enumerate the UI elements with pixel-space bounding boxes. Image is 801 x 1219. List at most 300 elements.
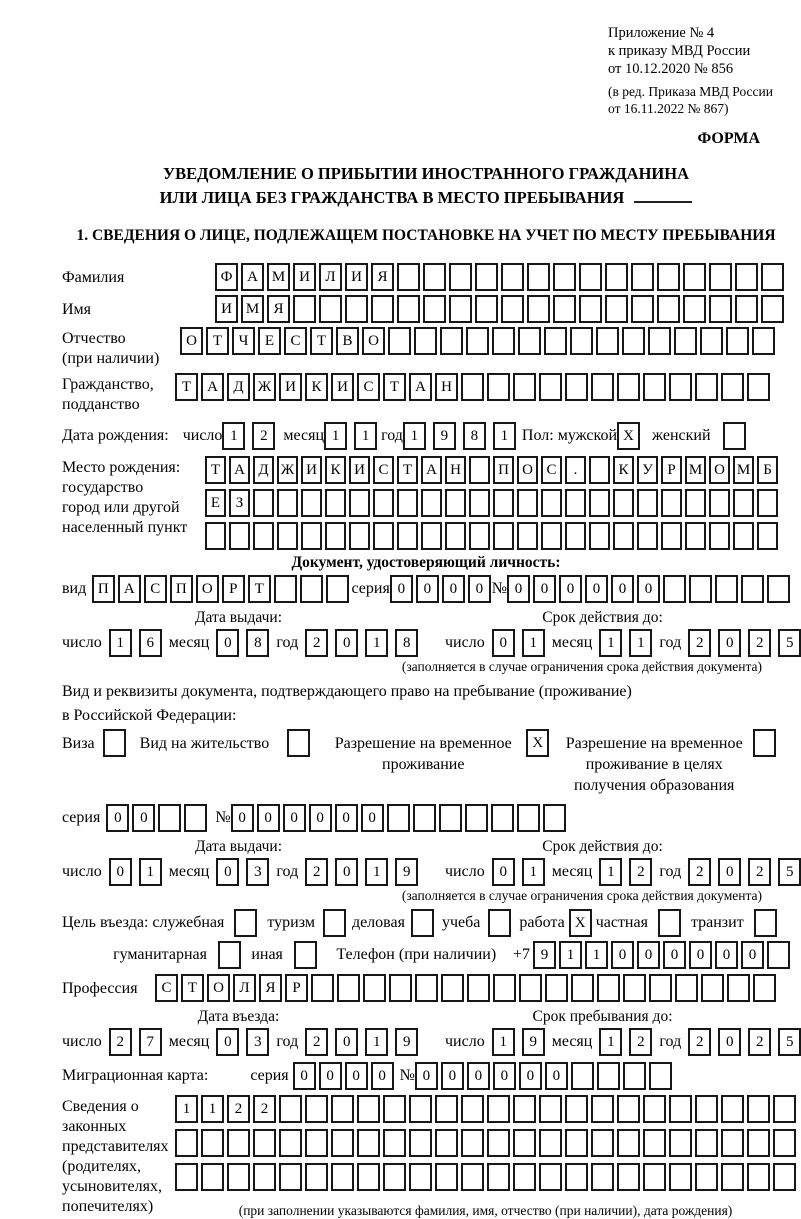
char-box[interactable] (475, 295, 498, 323)
char-box[interactable]: М (685, 456, 706, 484)
identity-valid-year[interactable] (688, 629, 801, 657)
char-box[interactable] (767, 941, 790, 969)
char-box[interactable]: 9 (533, 941, 556, 969)
char-box[interactable] (727, 974, 750, 1002)
char-box[interactable] (605, 263, 628, 291)
purpose-work-checkbox[interactable] (569, 909, 592, 937)
char-box[interactable]: 0 (467, 1062, 490, 1090)
char-box[interactable] (695, 1129, 718, 1157)
char-box[interactable] (305, 1095, 328, 1123)
char-box[interactable]: И (301, 456, 322, 484)
char-box[interactable] (643, 1163, 666, 1191)
char-box[interactable] (553, 263, 576, 291)
char-box[interactable]: Р (661, 456, 682, 484)
temp-residence-checkbox[interactable] (526, 729, 549, 757)
char-box[interactable]: 0 (319, 1062, 342, 1090)
residence-permit-checkbox[interactable] (287, 729, 310, 757)
identity-issue-day[interactable] (109, 629, 162, 657)
char-box[interactable] (253, 522, 274, 550)
char-box[interactable]: 0 (493, 1062, 516, 1090)
identity-series-input[interactable] (390, 575, 491, 603)
char-box[interactable] (435, 1163, 458, 1191)
char-box[interactable] (383, 1095, 406, 1123)
char-box[interactable] (579, 295, 602, 323)
identity-number-input[interactable] (507, 575, 790, 603)
char-box[interactable] (373, 522, 394, 550)
char-box[interactable]: Т (205, 456, 226, 484)
identity-issue-year[interactable] (305, 629, 418, 657)
char-box[interactable]: 2 (688, 858, 711, 886)
char-box[interactable] (277, 489, 298, 517)
char-box[interactable] (326, 575, 349, 603)
char-box[interactable] (757, 489, 778, 517)
char-box[interactable] (279, 1129, 302, 1157)
char-box[interactable] (487, 1129, 510, 1157)
char-box[interactable] (648, 327, 671, 355)
char-box[interactable] (513, 373, 536, 401)
char-box[interactable] (539, 1129, 562, 1157)
char-box[interactable] (631, 295, 654, 323)
char-box[interactable] (579, 263, 602, 291)
char-box[interactable]: У (637, 456, 658, 484)
char-box[interactable] (669, 1095, 692, 1123)
char-box[interactable] (371, 295, 394, 323)
char-box[interactable] (389, 974, 412, 1002)
char-box[interactable]: С (144, 575, 167, 603)
char-box[interactable] (349, 522, 370, 550)
char-box[interactable] (373, 489, 394, 517)
char-box[interactable]: 0 (293, 1062, 316, 1090)
char-box[interactable] (700, 327, 723, 355)
char-box[interactable]: Ч (232, 327, 255, 355)
char-box[interactable]: 0 (507, 575, 530, 603)
migration-series-input[interactable] (293, 1062, 394, 1090)
char-box[interactable] (649, 974, 672, 1002)
char-box[interactable]: Т (175, 373, 198, 401)
char-box[interactable] (293, 295, 316, 323)
char-box[interactable]: 2 (688, 1028, 711, 1056)
char-box[interactable] (469, 489, 490, 517)
char-box[interactable]: К (305, 373, 328, 401)
char-box[interactable]: И (293, 263, 316, 291)
char-box[interactable] (591, 1163, 614, 1191)
char-box[interactable] (294, 941, 317, 969)
char-box[interactable] (493, 489, 514, 517)
birth-month-input[interactable] (324, 422, 377, 450)
char-box[interactable]: Д (227, 373, 250, 401)
char-box[interactable] (570, 327, 593, 355)
char-box[interactable]: Ф (215, 263, 238, 291)
char-box[interactable] (201, 1163, 224, 1191)
char-box[interactable]: 1 (109, 629, 132, 657)
char-box[interactable] (539, 1095, 562, 1123)
char-box[interactable] (683, 295, 706, 323)
char-box[interactable] (513, 1095, 536, 1123)
char-box[interactable] (319, 295, 342, 323)
char-box[interactable]: 2 (253, 1095, 276, 1123)
char-box[interactable]: 0 (441, 1062, 464, 1090)
char-box[interactable]: Т (383, 373, 406, 401)
char-box[interactable]: 5 (778, 858, 801, 886)
char-box[interactable] (301, 489, 322, 517)
stay-month[interactable] (599, 1028, 652, 1056)
char-box[interactable]: 0 (371, 1062, 394, 1090)
char-box[interactable] (753, 729, 776, 757)
char-box[interactable]: 0 (611, 941, 634, 969)
char-box[interactable] (539, 373, 562, 401)
char-box[interactable]: X (526, 729, 549, 757)
char-box[interactable] (357, 1095, 380, 1123)
char-box[interactable] (623, 974, 646, 1002)
char-box[interactable] (721, 1163, 744, 1191)
char-box[interactable] (357, 1163, 380, 1191)
char-box[interactable] (735, 263, 758, 291)
char-box[interactable]: А (409, 373, 432, 401)
char-box[interactable]: С (155, 974, 178, 1002)
char-box[interactable] (103, 729, 126, 757)
char-box[interactable] (300, 575, 323, 603)
char-box[interactable]: 0 (718, 1028, 741, 1056)
char-box[interactable] (747, 1163, 770, 1191)
char-box[interactable] (589, 489, 610, 517)
char-box[interactable]: Д (253, 456, 274, 484)
char-box[interactable] (617, 1095, 640, 1123)
char-box[interactable]: О (180, 327, 203, 355)
char-box[interactable]: 0 (689, 941, 712, 969)
char-box[interactable] (613, 489, 634, 517)
char-box[interactable] (747, 1129, 770, 1157)
char-box[interactable]: 0 (718, 858, 741, 886)
char-box[interactable]: 0 (415, 1062, 438, 1090)
char-box[interactable]: 2 (227, 1095, 250, 1123)
char-box[interactable]: И (279, 373, 302, 401)
char-box[interactable]: 0 (519, 1062, 542, 1090)
char-box[interactable]: 1 (365, 629, 388, 657)
char-box[interactable] (325, 522, 346, 550)
char-box[interactable] (565, 1163, 588, 1191)
char-box[interactable] (565, 522, 586, 550)
purpose-humanitarian-checkbox[interactable] (218, 941, 241, 969)
char-box[interactable]: 0 (559, 575, 582, 603)
char-box[interactable] (287, 729, 310, 757)
char-box[interactable] (305, 1129, 328, 1157)
char-box[interactable] (773, 1095, 796, 1123)
char-box[interactable] (253, 1129, 276, 1157)
char-box[interactable]: 1 (222, 422, 245, 450)
char-box[interactable]: И (349, 456, 370, 484)
char-box[interactable] (311, 974, 334, 1002)
char-box[interactable]: Т (248, 575, 271, 603)
purpose-transit-checkbox[interactable] (754, 909, 777, 937)
char-box[interactable] (757, 522, 778, 550)
citizenship-input[interactable] (175, 373, 770, 401)
char-box[interactable] (414, 327, 437, 355)
residence-issue-day[interactable] (109, 858, 162, 886)
char-box[interactable] (487, 1095, 510, 1123)
char-box[interactable] (469, 522, 490, 550)
char-box[interactable] (493, 974, 516, 1002)
char-box[interactable] (158, 804, 181, 832)
char-box[interactable] (709, 295, 732, 323)
char-box[interactable] (331, 1163, 354, 1191)
char-box[interactable] (631, 263, 654, 291)
char-box[interactable]: Я (267, 295, 290, 323)
char-box[interactable]: 0 (257, 804, 280, 832)
char-box[interactable] (411, 909, 434, 937)
char-box[interactable] (733, 522, 754, 550)
char-box[interactable] (661, 522, 682, 550)
char-box[interactable] (337, 974, 360, 1002)
char-box[interactable] (723, 422, 746, 450)
char-box[interactable]: 2 (688, 629, 711, 657)
char-box[interactable]: М (241, 295, 264, 323)
char-box[interactable] (726, 327, 749, 355)
temp-residence-edu-checkbox[interactable] (753, 729, 776, 757)
char-box[interactable] (383, 1163, 406, 1191)
char-box[interactable]: 0 (718, 629, 741, 657)
char-box[interactable] (279, 1163, 302, 1191)
char-box[interactable] (701, 974, 724, 1002)
patronymic-input[interactable] (180, 327, 775, 355)
char-box[interactable]: Ж (277, 456, 298, 484)
char-box[interactable] (685, 522, 706, 550)
char-box[interactable] (661, 489, 682, 517)
char-box[interactable] (733, 489, 754, 517)
char-box[interactable] (709, 522, 730, 550)
char-box[interactable]: 1 (522, 858, 545, 886)
residence-issue-year[interactable] (305, 858, 418, 886)
char-box[interactable] (413, 804, 436, 832)
char-box[interactable]: 1 (175, 1095, 198, 1123)
char-box[interactable] (409, 1129, 432, 1157)
char-box[interactable] (571, 1062, 594, 1090)
char-box[interactable]: А (201, 373, 224, 401)
char-box[interactable] (689, 575, 712, 603)
char-box[interactable]: 0 (545, 1062, 568, 1090)
char-box[interactable]: 6 (139, 629, 162, 657)
char-box[interactable] (415, 974, 438, 1002)
char-box[interactable]: 0 (390, 575, 413, 603)
char-box[interactable] (674, 327, 697, 355)
char-box[interactable] (449, 295, 472, 323)
char-box[interactable]: К (325, 456, 346, 484)
char-box[interactable] (715, 575, 738, 603)
char-box[interactable]: 9 (395, 858, 418, 886)
purpose-business-trip-checkbox[interactable] (234, 909, 257, 937)
purpose-study-checkbox[interactable] (488, 909, 511, 937)
char-box[interactable]: К (613, 456, 634, 484)
char-box[interactable]: 0 (442, 575, 465, 603)
char-box[interactable]: 0 (533, 575, 556, 603)
char-box[interactable]: В (336, 327, 359, 355)
identity-valid-day[interactable] (492, 629, 545, 657)
char-box[interactable] (227, 1163, 250, 1191)
char-box[interactable] (227, 1129, 250, 1157)
char-box[interactable] (596, 327, 619, 355)
char-box[interactable]: С (541, 456, 562, 484)
char-box[interactable]: 0 (416, 575, 439, 603)
char-box[interactable]: 0 (637, 575, 660, 603)
representatives-input-3[interactable] (175, 1163, 796, 1191)
char-box[interactable] (695, 373, 718, 401)
char-box[interactable] (513, 1163, 536, 1191)
char-box[interactable]: 0 (585, 575, 608, 603)
char-box[interactable]: Е (205, 489, 226, 517)
char-box[interactable] (349, 489, 370, 517)
char-box[interactable]: 0 (492, 858, 515, 886)
char-box[interactable]: Л (233, 974, 256, 1002)
char-box[interactable] (435, 1095, 458, 1123)
char-box[interactable] (553, 295, 576, 323)
char-box[interactable] (543, 804, 566, 832)
char-box[interactable] (721, 373, 744, 401)
char-box[interactable] (501, 295, 524, 323)
char-box[interactable] (735, 295, 758, 323)
char-box[interactable]: 1 (403, 422, 426, 450)
char-box[interactable]: 0 (106, 804, 129, 832)
char-box[interactable] (491, 804, 514, 832)
char-box[interactable]: 1 (599, 1028, 622, 1056)
char-box[interactable] (331, 1095, 354, 1123)
char-box[interactable] (709, 263, 732, 291)
char-box[interactable]: 3 (246, 858, 269, 886)
char-box[interactable] (643, 373, 666, 401)
residence-valid-day[interactable] (492, 858, 545, 886)
char-box[interactable]: 1 (599, 858, 622, 886)
char-box[interactable]: 0 (361, 804, 384, 832)
char-box[interactable] (747, 373, 770, 401)
char-box[interactable] (669, 1163, 692, 1191)
char-box[interactable]: 9 (522, 1028, 545, 1056)
char-box[interactable] (409, 1095, 432, 1123)
char-box[interactable]: 8 (463, 422, 486, 450)
char-box[interactable]: 2 (305, 1028, 328, 1056)
char-box[interactable]: З (229, 489, 250, 517)
char-box[interactable] (423, 263, 446, 291)
char-box[interactable] (445, 522, 466, 550)
char-box[interactable]: 9 (395, 1028, 418, 1056)
char-box[interactable] (527, 263, 550, 291)
char-box[interactable] (487, 1163, 510, 1191)
char-box[interactable] (589, 456, 610, 484)
char-box[interactable] (565, 1129, 588, 1157)
char-box[interactable] (253, 1163, 276, 1191)
entry-year[interactable] (305, 1028, 418, 1056)
char-box[interactable]: И (345, 263, 368, 291)
char-box[interactable] (657, 263, 680, 291)
char-box[interactable]: 0 (132, 804, 155, 832)
char-box[interactable] (571, 974, 594, 1002)
char-box[interactable] (683, 263, 706, 291)
char-box[interactable]: 5 (778, 1028, 801, 1056)
char-box[interactable] (461, 1129, 484, 1157)
char-box[interactable]: О (207, 974, 230, 1002)
char-box[interactable] (229, 522, 250, 550)
char-box[interactable]: 5 (778, 629, 801, 657)
char-box[interactable] (669, 373, 692, 401)
char-box[interactable] (467, 974, 490, 1002)
char-box[interactable]: Т (310, 327, 333, 355)
char-box[interactable] (397, 295, 420, 323)
char-box[interactable] (541, 522, 562, 550)
char-box[interactable]: X (569, 909, 592, 937)
char-box[interactable] (695, 1095, 718, 1123)
char-box[interactable] (658, 909, 681, 937)
char-box[interactable]: Ж (253, 373, 276, 401)
char-box[interactable]: 9 (433, 422, 456, 450)
char-box[interactable] (649, 1062, 672, 1090)
char-box[interactable] (721, 1129, 744, 1157)
representatives-input-1[interactable] (175, 1095, 796, 1123)
identity-issue-month[interactable] (216, 629, 269, 657)
char-box[interactable]: 0 (335, 804, 358, 832)
residence-valid-year[interactable] (688, 858, 801, 886)
char-box[interactable]: 0 (335, 1028, 358, 1056)
char-box[interactable] (544, 327, 567, 355)
char-box[interactable] (669, 1129, 692, 1157)
char-box[interactable]: 2 (252, 422, 275, 450)
char-box[interactable] (643, 1095, 666, 1123)
char-box[interactable] (695, 1163, 718, 1191)
char-box[interactable] (441, 974, 464, 1002)
char-box[interactable] (421, 489, 442, 517)
char-box[interactable] (445, 489, 466, 517)
char-box[interactable]: 2 (305, 858, 328, 886)
char-box[interactable] (493, 522, 514, 550)
char-box[interactable] (184, 804, 207, 832)
char-box[interactable] (461, 1095, 484, 1123)
char-box[interactable]: С (373, 456, 394, 484)
visa-checkbox[interactable] (103, 729, 126, 757)
char-box[interactable] (617, 373, 640, 401)
char-box[interactable]: 0 (216, 1028, 239, 1056)
char-box[interactable] (527, 295, 550, 323)
birth-place-input-2[interactable] (205, 489, 778, 517)
char-box[interactable] (741, 575, 764, 603)
char-box[interactable]: Р (222, 575, 245, 603)
phone-input[interactable] (533, 941, 790, 969)
char-box[interactable]: 8 (246, 629, 269, 657)
char-box[interactable] (613, 522, 634, 550)
char-box[interactable] (492, 327, 515, 355)
char-box[interactable] (589, 522, 610, 550)
char-box[interactable]: X (617, 422, 640, 450)
char-box[interactable] (565, 1095, 588, 1123)
char-box[interactable]: 0 (231, 804, 254, 832)
char-box[interactable] (475, 263, 498, 291)
char-box[interactable]: П (493, 456, 514, 484)
char-box[interactable]: 2 (748, 858, 771, 886)
char-box[interactable] (617, 1129, 640, 1157)
char-box[interactable] (487, 373, 510, 401)
char-box[interactable] (597, 974, 620, 1002)
char-box[interactable]: И (215, 295, 238, 323)
char-box[interactable] (205, 522, 226, 550)
char-box[interactable] (323, 909, 346, 937)
char-box[interactable] (605, 295, 628, 323)
char-box[interactable] (591, 373, 614, 401)
char-box[interactable]: 2 (748, 1028, 771, 1056)
char-box[interactable]: О (517, 456, 538, 484)
char-box[interactable] (747, 1095, 770, 1123)
char-box[interactable] (465, 804, 488, 832)
char-box[interactable]: Е (258, 327, 281, 355)
char-box[interactable] (388, 327, 411, 355)
char-box[interactable]: 0 (492, 629, 515, 657)
char-box[interactable]: 1 (365, 1028, 388, 1056)
char-box[interactable] (519, 974, 542, 1002)
birth-place-input-1[interactable] (205, 456, 778, 484)
